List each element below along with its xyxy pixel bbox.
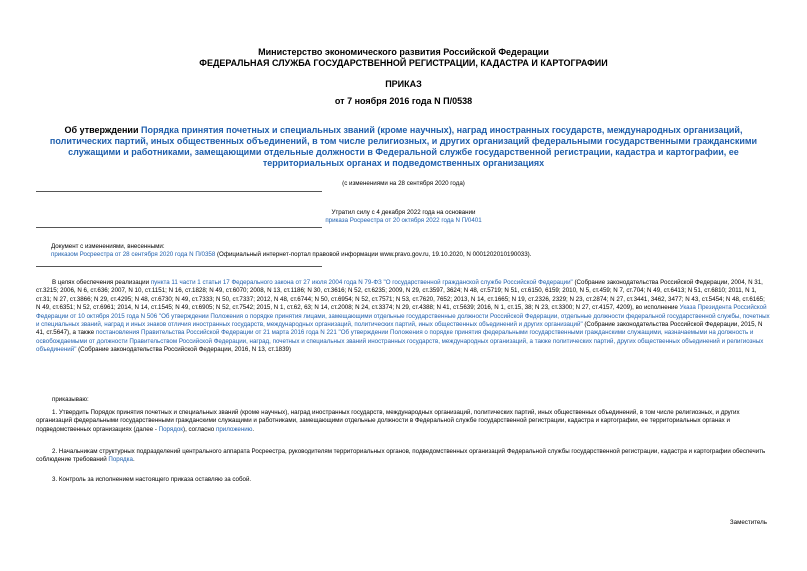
title-prefix: Об утверждении [64,125,141,135]
signature: Заместитель [729,519,767,526]
divider [36,227,322,228]
document-type: ПРИКАЗ [385,79,422,89]
lost-force-link[interactable]: приказа Росреестра от 20 октября 2022 года N П/0401 [325,217,482,225]
text-span: . [252,425,255,433]
document-date-number: от 7 ноября 2016 года N П/0538 [334,96,473,106]
text-span: . [132,456,135,464]
changes-note: (с изменениями на 28 сентября 2020 года) [342,180,465,187]
divider [36,191,322,192]
government-resolution-link[interactable]: постановления Правительства Российской Федерации от 21 марта 2016 года N 221 "Об утверждении Положения о порядке принятия федеральными государственными гражданскими служащими, назначаемыми на должность и освобождаемыми от должности Правительством Российской Федерации, наград, почетных и специальных званий иностранных государств, международных организаций, а также политических партий, других общественных объединений и религиозных объединений" [36,329,764,354]
body-paragraph-1 [36,279,771,355]
text-span: В целях обеспечения реализации [52,279,151,286]
service-name: ФЕДЕРАЛЬНАЯ СЛУЖБА ГОСУДАРСТВЕННОЙ РЕГИСТРАЦИИ, КАДАСТРА И КАРТОГРАФИИ [199,58,608,68]
doc-changes-line [51,251,771,259]
presidential-decree-link[interactable]: Указа Президента Российской Федерации от 10 октября 2015 года N 506 "Об утверждении Положения о порядке принятия лицами, замещающими отдельные государственные должности Российской Федерации, отдельные должности федеральной государственной службы, почетных и специальных званий, наград и иных знаков отличия иностранных государств, международных организаций, политических партий, иных общественных объединений и других организаций" [36,304,770,329]
divider [36,266,322,267]
body-paragraph-3 [36,409,771,434]
doc-changes-label: Документ с изменениями, внесенными: [51,243,165,250]
text-span: (Собрание законодательства Российской Федерации, 2015, N 41, ст.5647), а также [36,321,763,337]
body-paragraph-2: приказываю: [52,396,89,403]
text-span: 2. Начальникам структурных подразделений центрального аппарата Росреестра, руководителям территориальных органов, подведомственных организаций Федеральной службы государственной регистрации, кадастра и картографии обеспечить соблюдение требований [36,448,766,464]
text-span: 1. Утвердить Порядок принятия почетных и специальных званий (кроме научных), наград иностранных государств, международных организаций, политических партий, иных общественных объединений, в том числе религиозных, и других организаций федеральными государственными гражданскими служащими и работниками, замещающими отдельные должности в Федеральной службе государственной регистрации, кадастра и картографии, ее территориальных органах и подведомственных организациях (далее - [36,409,740,433]
document-title [36,125,771,169]
text-span: (Собрание законодательства Российской Федерации, 2016, N 13, ст.1839) [76,346,292,354]
title-order-link[interactable]: Порядка принятия почетных и специальных званий (кроме научных), наград иностранных государств, международных организаций, политических партий, иных общественных объединений, в том числе религиозных, и других организаций федеральными государственными гражданскими служащими и работниками, замещающими отдельные должности в Федеральной службе государственной регистрации, кадастра и картографии, ее территориальных органах и подведомственных организациях [49,125,758,168]
ministry-name: Министерство экономического развития Российской Федерации [258,47,549,57]
text-span: (Собрание законодательства Российской Федерации, 2004, N 31, ст.3215; 2006, N 6, ст.636; 2007, N 10, ст.1151; N 16, ст.1828; N 49, ст.6070; 2008, N 13, ст.1186; N 30, ст.3616; N 52, ст.6235; 2009, N 29, ст.3597, 3624; N 48, ст.5719; N 51, ст.6150, 6159; 2010, N 5, ст.459; N 7, ст.704; N 49, ст.6413; N 51, ст.6810; 2011, N 1, ст.31; N 27, ст.3866; N 29, ст.4295; N 48, ст.6730; N 49, ст.7333; N 50, ст.7337; 2012, N 48, ст.6744; N 50, ст.6954; N 52, ст.7571; N 53, ст.7620, 7652; 2013, N 14, ст.1665; N 19, ст.2326, 2329; N 23, ст.2874; N 27, ст.3441, 3462, 3477; N 43, ст.5454; N 48, ст.6165; N 49, ст.6351; N 52, ст.6961; 2014, N 14, ст.1545; N 49, ст.6905; N 52, ст.7542; 2015, N 1, ст.62, 63; N 14, ст.2008; N 24, ст.3374; N 29, ст.4388; N 41, ст.5639; 2016, N 1, ст.15, 38; N 23, ст.3300; N 27, ст.4157, 4209), во исполнение [36,279,765,312]
doc-changes-link[interactable]: приказом Росреестра от 28 сентября 2020 года N П/0358 [51,251,216,259]
text-span: ), согласно [183,425,216,433]
appendix-link[interactable]: приложению [215,425,253,433]
lost-force-text: Утратил силу с 4 декабря 2022 года на основании [331,209,476,216]
doc-changes-rest: (Официальный интернет-портал правовой информации www.pravo.gov.ru, 19.10.2020, N 0001202010190033). [215,251,532,259]
lost-force-block [300,209,507,226]
federal-law-link[interactable]: пункта 11 части 1 статьи 17 Федерального закона от 27 июля 2004 года N 79-ФЗ "О государственной гражданской службе Российской Федерации" [150,279,573,286]
body-paragraph-5: 3. Контроль за исполнением настоящего приказа оставляю за собой. [52,476,252,483]
procedure-link[interactable]: Порядок [158,425,184,433]
document-changes [51,243,771,260]
body-paragraph-4 [36,448,771,465]
procedure-requirements-link[interactable]: Порядка [108,456,133,464]
